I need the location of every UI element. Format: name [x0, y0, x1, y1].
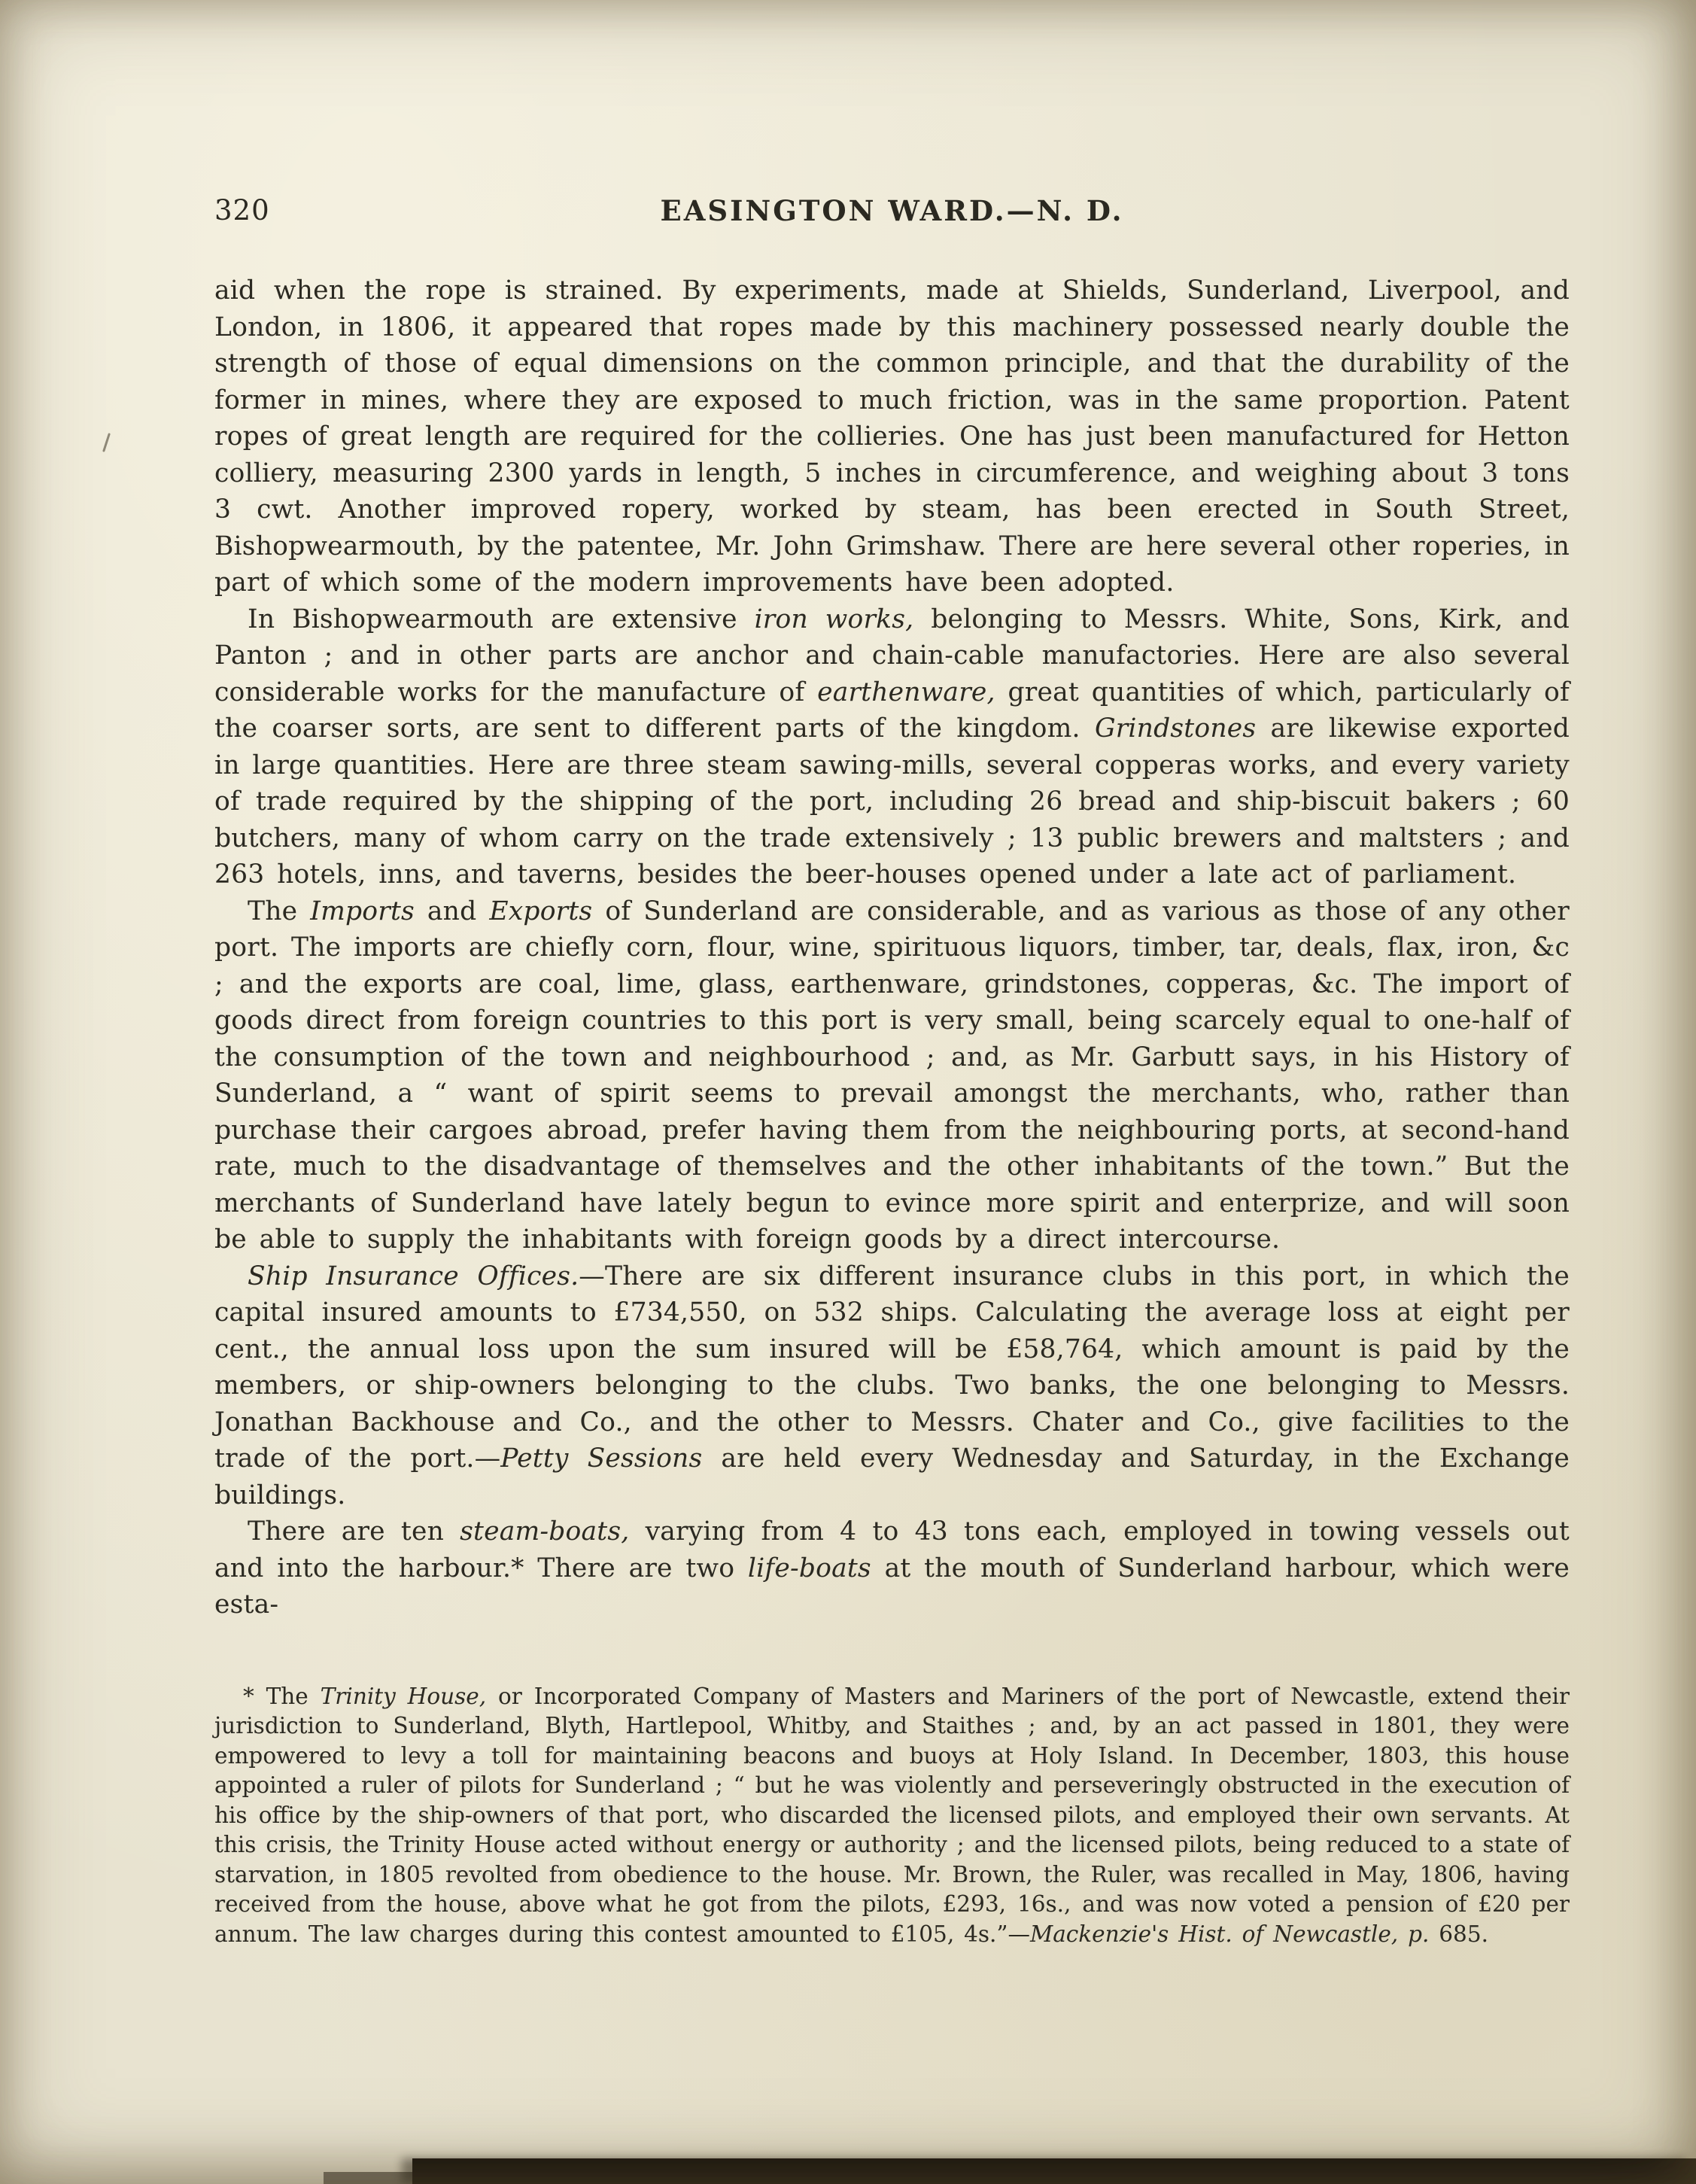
paragraph-ropes: aid when the rope is strained. By experiments, made at Shields, Sunderland, Liverpool, and London, in 1806, it appeared that ropes made by this machinery possessed nearly double the strength of those of equal dimensions on the common principle, and that the durability of the former in mines, where they are exposed to much friction, was in the same proportion. Patent ropes of great length are required for the collieries. One has just been manufactured for Hetton colliery, measuring 2300 yards in length, 5 inches in circumference, and weighing about 3 tons 3 cwt. Another improved ropery, worked by steam, has been erected in South Street, Bishopwearmouth, by the patentee, Mr. John Grimshaw. There are here several other roperies, in part of which some of the modern improvements have been adopted. [214, 275, 1570, 598]
footnote [214, 1682, 1570, 1950]
paragraph-iron-works: In Bishopwearmouth are extensive iron works, belonging to Messrs. White, Sons, Kirk, and Panton ; and in other parts are anchor and chain-cable manufactories. Here are also several considerable works for the manufacture of earthenware, great quantities of which, particularly of the coarser sorts, are sent to different parts of the kingdom. Grindstones are likewise exported in large quantities. Here are three steam sawing-mills, several copperas works, and every variety of trade required by the shipping of the port, including 26 bread and ship-biscuit bakers ; 60 butchers, many of whom carry on the trade extensively ; 13 public brewers and maltsters ; and 263 hotels, inns, and taverns, besides the beer-houses opened under a late act of parliament. [214, 604, 1570, 890]
paragraph-imports-exports: The Imports and Exports of Sunderland are considerable, and as various as those of any other port. The imports are chiefly corn, flour, wine, spirituous liquors, timber, tar, deals, flax, iron, &c ; and the exports are coal, lime, glass, earthenware, grindstones, copperas, &c. The import of goods direct from foreign countries to this port is very small, being scarcely equal to one-half of the consumption of the town and neighbourhood ; and, as Mr. Garbutt says, in his History of Sunderland, a “ want of spirit seems to prevail amongst the merchants, who, rather than purchase their cargoes abroad, prefer having them from the neighbouring ports, at second-hand rate, much to the disadvantage of themselves and the other inhabitants of the town.” But the merchants of Sunderland have lately begun to evince more spirit and enterprize, and will soon be able to supply the inhabitants with foreign goods by a direct intercourse. [214, 896, 1570, 1255]
footnote-text: * The Trinity House, or Incorporated Company of Masters and Mariners of the port of Newcastle, extend their jurisdiction to Sunderland, Blyth, Hartlepool, Whitby, and Staithes ; and, by an act passed in 1801, they were empowered to levy a toll for maintaining beacons and buoys at Holy Island. In December, 1803, this house appointed a ruler of pilots for Sunderland ; “ but he was violently and perseveringly obstructed in the execution of his office by the ship-owners of that port, who discarded the licensed pilots, and employed their own servants. At this crisis, the Trinity House acted without energy or authority ; and the licensed pilots, being reduced to a state of starvation, in 1805 revolted from obedience to the house. Mr. Brown, the Ruler, was recalled in May, 1806, having received from the house, above what he got from the pilots, £293, 16s., and was now voted a pension of £20 per annum. The law charges during this contest amounted to £105, 4s.”—Mackenzie's Hist. of Newcastle, p. 685. [214, 1683, 1570, 1947]
body-text [214, 272, 1570, 1623]
page-header [214, 194, 1570, 229]
scan-artifact-mark [102, 433, 111, 452]
scan-edge-band [412, 2158, 1696, 2184]
paragraph-steam-boats: There are ten steam-boats, varying from 4 to 43 tons each, employed in towing vessels out and into the harbour.* There are two life-boats at the mouth of Sunderland harbour, which were esta- [214, 1516, 1570, 1620]
page-number: 320 [214, 194, 270, 227]
running-title: EASINGTON WARD.—N. D. [660, 194, 1124, 227]
paragraph-ship-insurance: Ship Insurance Offices.—There are six different insurance clubs in this port, in which the capital insured amounts to £734,550, on 532 ships. Calculating the average loss at eight per cent., the annual loss upon the sum insured will be £58,764, which amount is paid by the members, or ship-owners belonging to the clubs. Two banks, the one belonging to Messrs. Jonathan Backhouse and Co., and the other to Messrs. Chater and Co., give facilities to the trade of the port.—Petty Sessions are held every Wednesday and Saturday, in the Exchange buildings. [214, 1261, 1570, 1510]
